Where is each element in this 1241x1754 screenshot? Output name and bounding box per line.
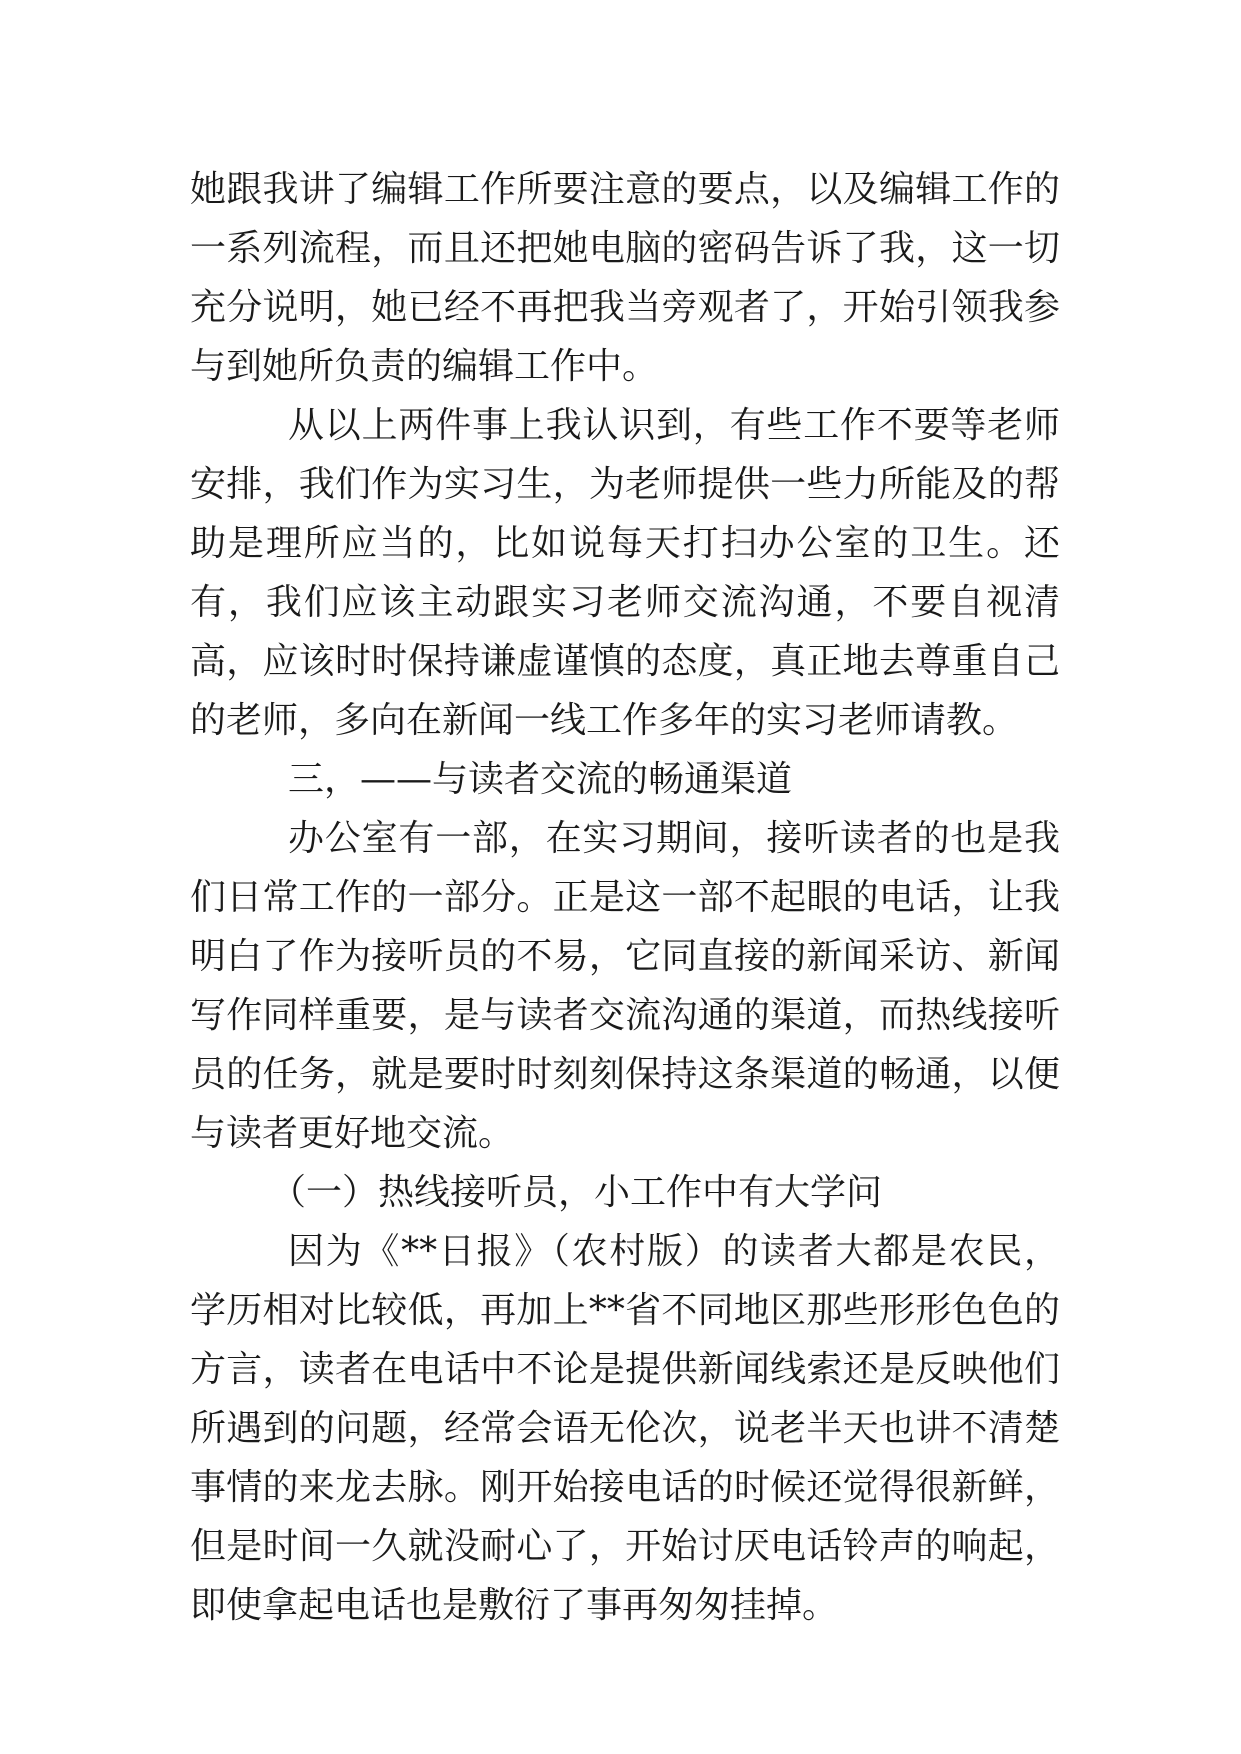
subsection-heading-one: （一）热线接听员，小工作中有大学问 [270,1172,883,1213]
paragraph-office-phone: 办公室有一部，在实习期间，接听读者的也是我们日常工作的一部分。正是这一部不起眼的电话，让我明白了作为接听员的不易，它同直接的新闻采访、新闻写作同样重要，是与读者交流沟通的渠道，而热线接听员的任务，就是要时时刻刻保持这条渠道的畅通，以便与读者更好地交流。 [190,818,1060,1154]
section-heading-three: 三，——与读者交流的畅通渠道 [288,759,793,800]
document-body [190,160,1060,1635]
paragraph-lessons: 从以上两件事上我认识到，有些工作不要等老师安排，我们作为实习生，为老师提供一些力所能及的帮助是理所应当的，比如说每天打扫办公室的卫生。还有，我们应该主动跟实习老师交流沟通，不要自视清高，应该时时保持谦虚谨慎的态度，真正地去尊重自己的老师，多向在新闻一线工作多年的实习老师请教。 [190,405,1060,741]
paragraph-readers: 因为《**日报》（农村版）的读者大都是农民，学历相对比较低，再加上**省不同地区那些形形色色的方言，读者在电话中不论是提供新闻线索还是反映他们所遇到的问题，经常会语无伦次，说老半天也讲不清楚事情的来龙去脉。刚开始接电话的时候还觉得很新鲜，但是时间一久就没耐心了，开始讨厌电话铃声的响起，即使拿起电话也是敷衍了事再匆匆挂掉。 [190,1231,1060,1626]
paragraph-continuation: 她跟我讲了编辑工作所要注意的要点，以及编辑工作的一系列流程，而且还把她电脑的密码告诉了我，这一切充分说明，她已经不再把我当旁观者了，开始引领我参与到她所负责的编辑工作中。 [190,169,1060,387]
